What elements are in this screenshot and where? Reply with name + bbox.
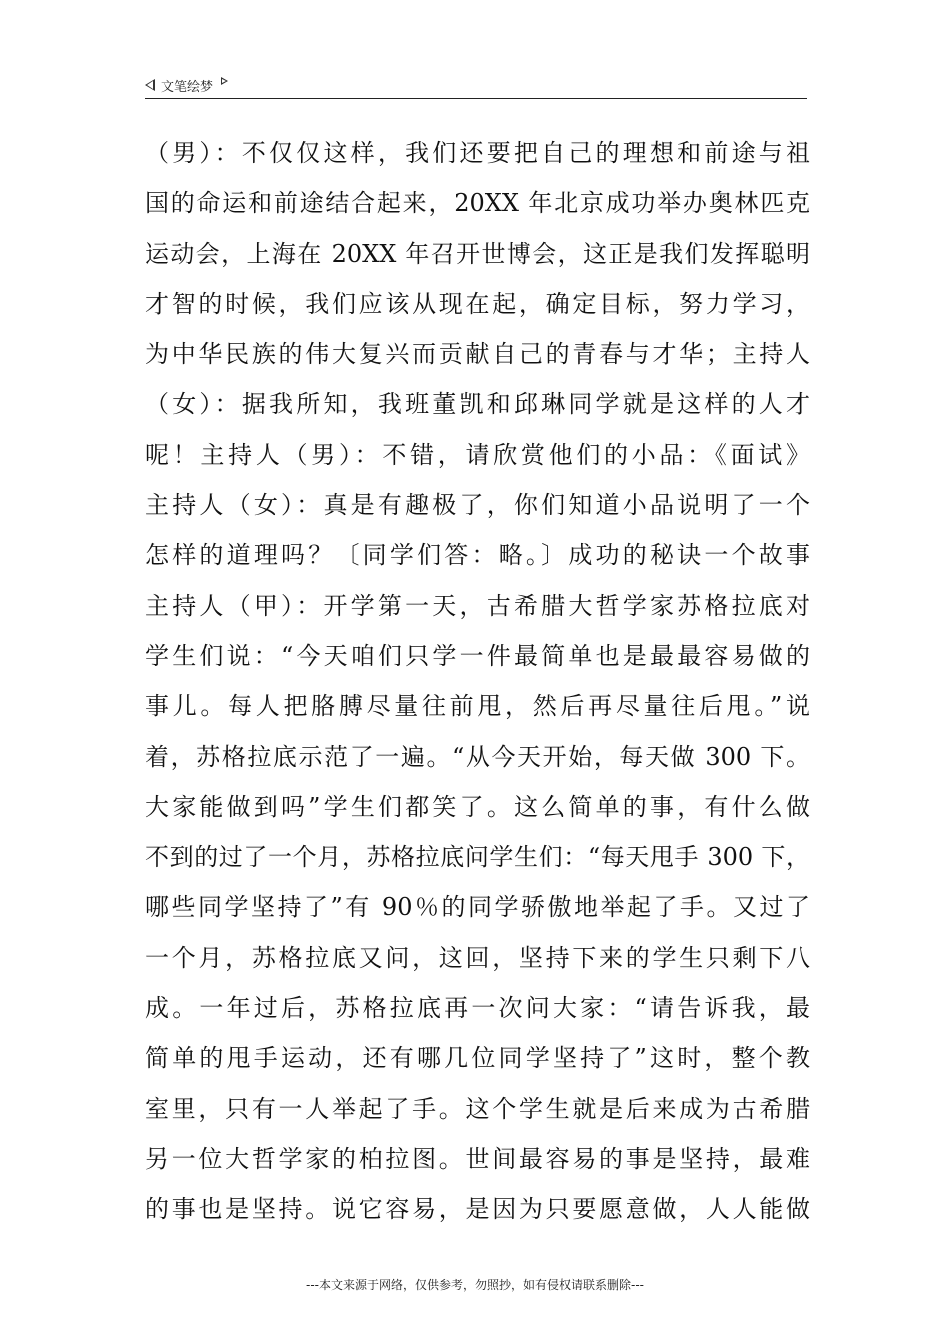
text-line: 另一位大哲学家的柏拉图。世间最容易的事是坚持，最难 bbox=[145, 1144, 810, 1173]
text-line: 不到的过了一个月，苏格拉底问学生们：“每天甩手 300 下， bbox=[145, 843, 810, 872]
header-brand bbox=[145, 76, 228, 95]
text-line: 国的命运和前途结合起来，20XX 年北京成功举办奥林匹克 bbox=[145, 189, 810, 218]
page-header bbox=[145, 72, 807, 99]
page-footer: ---本文来源于网络，仅供参考，勿照抄，如有侵权请联系删除--- bbox=[306, 1278, 644, 1292]
header-title: 文笔绘梦 bbox=[161, 79, 214, 95]
text-line: 简单的甩手运动，还有哪几位同学坚持了”这时，整个教 bbox=[145, 1044, 810, 1073]
text-line: 学生们说：“今天咱们只学一件最简单也是最最容易做的 bbox=[145, 641, 810, 670]
document-body bbox=[145, 128, 810, 1235]
text-line: 呢！主持人（男）：不错，请欣赏他们的小品：《面试》 bbox=[145, 440, 810, 469]
text-line: 室里，只有一人举起了手。这个学生就是后来成为古希腊 bbox=[145, 1094, 810, 1123]
text-line: 大家能做到吗”学生们都笑了。这么简单的事，有什么做 bbox=[145, 792, 810, 821]
text-line: 运动会，上海在 20XX 年召开世博会，这正是我们发挥聪明 bbox=[145, 239, 810, 268]
text-line: 为中华民族的伟大复兴而贡献自己的青春与才华；主持人 bbox=[145, 340, 810, 369]
text-line: 主持人（甲）：开学第一天，古希腊大哲学家苏格拉底对 bbox=[145, 591, 810, 620]
triangle-right-icon bbox=[221, 77, 228, 85]
text-line: 一个月，苏格拉底又问，这回，坚持下来的学生只剩下八 bbox=[145, 943, 810, 972]
text-line: 才智的时候，我们应该从现在起，确定目标，努力学习， bbox=[145, 289, 810, 318]
text-line: 主持人（女）：真是有趣极了，你们知道小品说明了一个 bbox=[145, 491, 810, 520]
text-line: （女）：据我所知，我班董凯和邱琳同学就是这样的人才 bbox=[145, 390, 810, 419]
text-line: 的事也是坚持。说它容易，是因为只要愿意做，人人能做 bbox=[145, 1195, 810, 1224]
text-line: （男）：不仅仅这样，我们还要把自己的理想和前途与祖 bbox=[145, 139, 810, 167]
text-line: 着，苏格拉底示范了一遍。“从今天开始，每天做 300 下。 bbox=[145, 742, 810, 771]
text-line: 成。一年过后，苏格拉底再一次问大家：“请告诉我，最 bbox=[145, 994, 810, 1023]
text-line: 哪些同学坚持了”有 90％的同学骄傲地举起了手。又过了 bbox=[145, 893, 810, 922]
triangle-left-icon bbox=[145, 79, 155, 91]
text-line: 事儿。每人把胳膊尽量往前甩，然后再尽量往后甩。”说 bbox=[145, 692, 810, 721]
text-line: 怎样的道理吗？〔同学们答：略。〕成功的秘诀一个故事 bbox=[145, 541, 810, 570]
